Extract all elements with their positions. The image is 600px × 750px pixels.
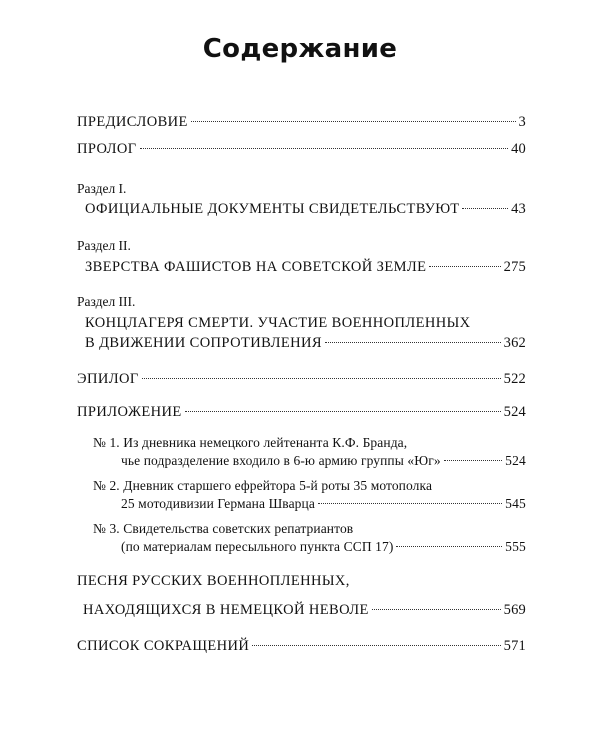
toc-entry-section-3[interactable]: [77, 294, 526, 352]
entry-title-line-2: (по материалам пересыльного пункта ССП 17): [121, 539, 394, 554]
page-title: Содержание: [202, 34, 398, 64]
section-label: Раздел I.: [77, 181, 127, 196]
dot-leader: [462, 208, 508, 209]
dot-leader: [140, 148, 509, 149]
dot-leader: [396, 546, 502, 547]
entry-title-line-1: КОНЦЛАГЕРЯ СМЕРТИ. УЧАСТИЕ ВОЕННОПЛЕННЫХ: [85, 315, 471, 331]
entry-title: ЗВЕРСТВА ФАШИСТОВ НА СОВЕТСКОЙ ЗЕМЛЕ: [85, 259, 427, 275]
section-label: Раздел III.: [77, 294, 136, 309]
page-number: 569: [503, 602, 526, 618]
entry-title: ПРИЛОЖЕНИЕ: [77, 404, 182, 420]
dot-leader: [142, 378, 501, 379]
toc-entry-section-1[interactable]: [77, 181, 526, 218]
toc-entry-appendix-1[interactable]: [93, 434, 526, 470]
entry-title-line-2: чье подразделение входило в 6-ю армию группы «Юг»: [121, 453, 441, 468]
toc-entry-prologue[interactable]: [77, 141, 526, 158]
section-label: Раздел II.: [77, 238, 131, 253]
dot-leader: [325, 342, 501, 343]
entry-title-line-1: ПЕСНЯ РУССКИХ ВОЕННОПЛЕННЫХ,: [77, 573, 350, 589]
toc-entry-appendix[interactable]: [77, 404, 526, 421]
entry-title: ОФИЦИАЛЬНЫЕ ДОКУМЕНТЫ СВИДЕТЕЛЬСТВУЮТ: [85, 201, 460, 217]
entry-title-line-2: В ДВИЖЕНИИ СОПРОТИВЛЕНИЯ: [85, 335, 322, 351]
dot-leader: [318, 503, 502, 504]
toc-entry-epilogue[interactable]: [77, 371, 526, 388]
entry-title-line-1: № 1. Из дневника немецкого лейтенанта К.Ф. Бранда,: [93, 435, 408, 450]
page-number: 3: [518, 114, 526, 130]
page-number: 43: [511, 201, 526, 217]
page-number: 362: [503, 335, 526, 351]
toc-entry-section-2[interactable]: [77, 238, 526, 276]
dot-leader: [185, 411, 501, 412]
toc-entry-appendix-2[interactable]: [93, 477, 526, 513]
page-number: 275: [503, 259, 526, 275]
dot-leader: [444, 460, 502, 461]
page-number: 555: [505, 539, 526, 554]
entry-title: СПИСОК СОКРАЩЕНИЙ: [77, 638, 250, 654]
entry-title-line-1: № 2. Дневник старшего ефрейтора 5-й роты 35 мотополка: [93, 478, 433, 493]
toc-entry-song[interactable]: [77, 573, 526, 619]
entry-title: ЭПИЛОГ: [77, 371, 139, 387]
page-number: 545: [505, 496, 526, 511]
dot-leader: [372, 609, 501, 610]
dot-leader: [252, 645, 500, 646]
toc-entry-appendix-3[interactable]: [93, 520, 526, 556]
entry-title-line-1: № 3. Свидетельства советских репатриантов: [93, 521, 354, 536]
page-number: 524: [503, 404, 526, 420]
dot-leader: [191, 121, 516, 122]
toc-entry-preface[interactable]: [77, 114, 526, 131]
entry-title-line-2: НАХОДЯЩИХСЯ В НЕМЕЦКОЙ НЕВОЛЕ: [83, 602, 369, 618]
toc-entry-abbreviations[interactable]: [77, 638, 526, 655]
entry-title: ПРЕДИСЛОВИЕ: [77, 114, 188, 130]
page-number: 571: [503, 638, 526, 654]
entry-title-line-2: 25 мотодивизии Германа Шварца: [121, 496, 315, 511]
page-number: 40: [511, 141, 526, 157]
entry-title: ПРОЛОГ: [77, 141, 137, 157]
dot-leader: [429, 266, 500, 267]
page-number: 522: [503, 371, 526, 387]
page-number: 524: [505, 453, 526, 468]
